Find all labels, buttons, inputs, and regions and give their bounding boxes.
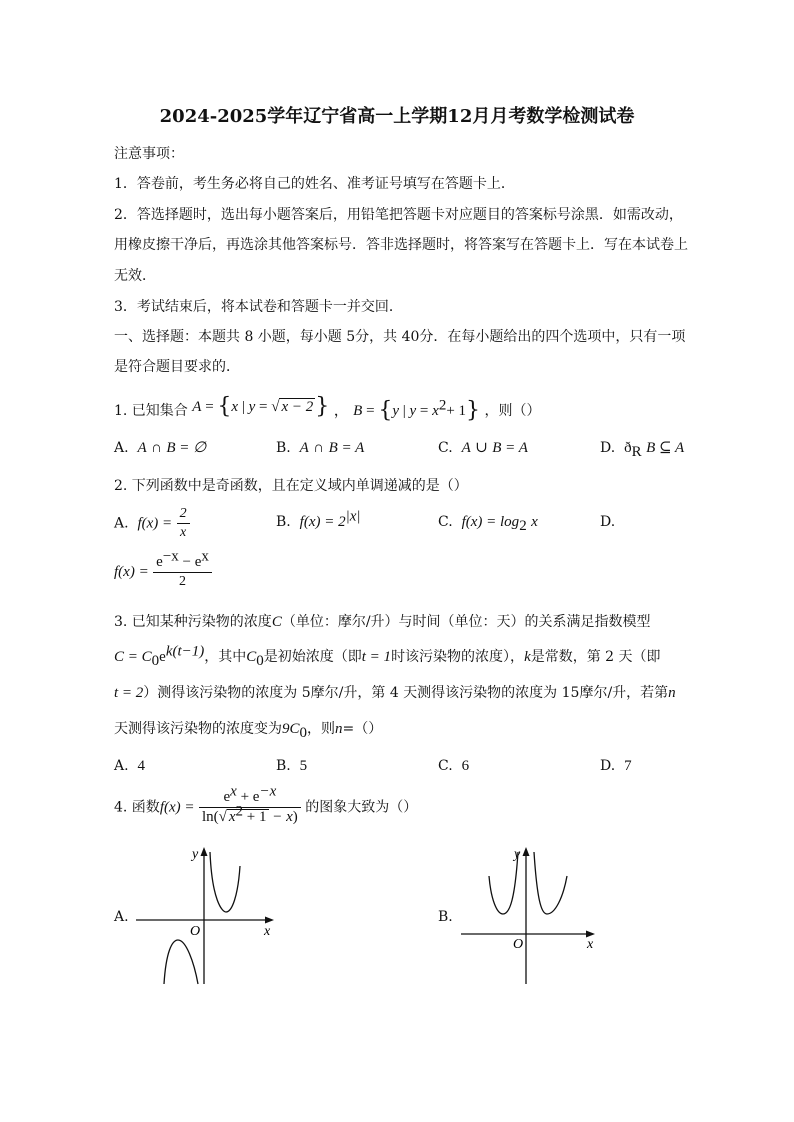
section-1-line-1: 一、选择题：本题共 8 小题，每小题 5分，共 40分．在每小题给出的四个选项中，只有一项 <box>114 329 686 345</box>
graph-b <box>455 838 605 988</box>
notice-item-2-line-2: 用橡皮擦干净后，再选涂其他答案标号．答非选择题时，将答案写在答题卡上．写在本试卷上 <box>114 237 688 253</box>
graph-a-left-branch <box>164 940 198 984</box>
question-1-stem: 1. 已知集合 A = {x | y = √ x − 2} ， B = {y | $y = x^2+ 1$} ，则（） <box>114 394 541 423</box>
question-3-option-a: A. 4 <box>114 758 145 774</box>
question-1-option-a: A. A ∩ B = ∅ <box>114 440 207 456</box>
graph-a-label: A. <box>114 909 129 925</box>
graph-a-y-arrow <box>201 847 208 856</box>
question-2-option-d-label: D. <box>600 514 616 530</box>
question-3-line-4: 天测得该污染物的浓度变为$9C_0$，则n=（） <box>114 721 383 741</box>
notice-item-1: 1．答卷前，考生务必将自己的姓名、准考证号填写在答题卡上． <box>114 176 515 192</box>
section-1-line-2: 是符合题目要求的． <box>114 359 240 375</box>
graph-b-x-label: x <box>587 937 594 952</box>
graph-b-origin: O <box>513 937 524 952</box>
graph-a-x-arrow <box>265 917 274 924</box>
graph-b-y-arrow <box>523 847 530 856</box>
question-2-option-d-formula: f(x) = $\frac{e^{-x} - e^x}{2}$ <box>114 553 212 591</box>
question-3-option-b: B. 5 <box>276 758 308 774</box>
graph-a-y-label: y <box>192 847 199 862</box>
question-1-option-c: C. A ∪ B = A <box>438 440 528 456</box>
question-1-suffix: ，则（） <box>484 403 541 419</box>
question-1-prefix: 1. 已知集合 <box>114 403 188 419</box>
question-2-option-a: A. f(x) = $\frac{2}{x}$ <box>114 505 190 542</box>
notice-item-2-line-3: 无效． <box>114 268 156 284</box>
question-2-option-c: C. $f(x) = \log_2 x$ <box>438 514 538 534</box>
notice-item-3: 3．考试结束后，将本试卷和答题卡一并交回． <box>114 299 403 315</box>
set-b-definition: B = {y | $y = x^2+ 1$} <box>353 397 481 423</box>
graph-b-right-branch <box>534 852 567 914</box>
graph-a-x-label: x <box>264 924 271 939</box>
question-2-option-b: B. $f(x) = 2^{|x|}$ <box>276 508 361 530</box>
question-3-option-d: D. 7 <box>600 758 632 774</box>
graph-b-label: B. <box>438 909 453 925</box>
exam-title: 2024-2025学年辽宁省高一上学期12月月考数学检测试卷 <box>159 106 635 127</box>
graph-a-right-branch <box>210 852 240 912</box>
question-3-option-c: C. 6 <box>438 758 470 774</box>
question-1-option-d: D. $ð_R$ B ⊆ A <box>600 440 685 460</box>
question-1-option-b: B. A ∩ B = A <box>276 440 365 456</box>
question-4-stem: 4. 函数f(x) = $\frac{e^x + e^{-x}}{\ln(√ x^2 + 1 - x)}$ 的图象大致为（） <box>114 783 418 825</box>
question-2-stem: 2. 下列函数中是奇函数，且在定义域内单调递减的是（） <box>114 478 468 494</box>
set-a-definition: A = {x | y = √ x − 2} <box>192 394 330 419</box>
graph-b-y-label: y <box>514 847 521 862</box>
question-3-line-2: $C = C_0e^{k(t-1)}$，其中$C_0$是初始浓度（即t = 1时该污染物的浓度），k是常数，第 2 天（即 <box>114 643 661 669</box>
question-3-line-1: 3. 已知某种污染物的浓度C（单位：摩尔/升）与时间（单位：天）的关系满足指数模型 <box>114 614 651 630</box>
graph-a <box>130 838 280 988</box>
graph-a-origin: O <box>190 924 201 939</box>
question-3-line-3: t = 2）测得该污染物的浓度为 5摩尔/升，第 4 天测得该污染物的浓度为 15摩尔/升，若第n <box>114 685 676 701</box>
notice-heading: 注意事项： <box>114 146 184 162</box>
notice-item-2-line-1: 2．答选择题时，选出每小题答案后，用铅笔把答题卡对应题目的答案标号涂黑．如需改动， <box>114 207 683 223</box>
